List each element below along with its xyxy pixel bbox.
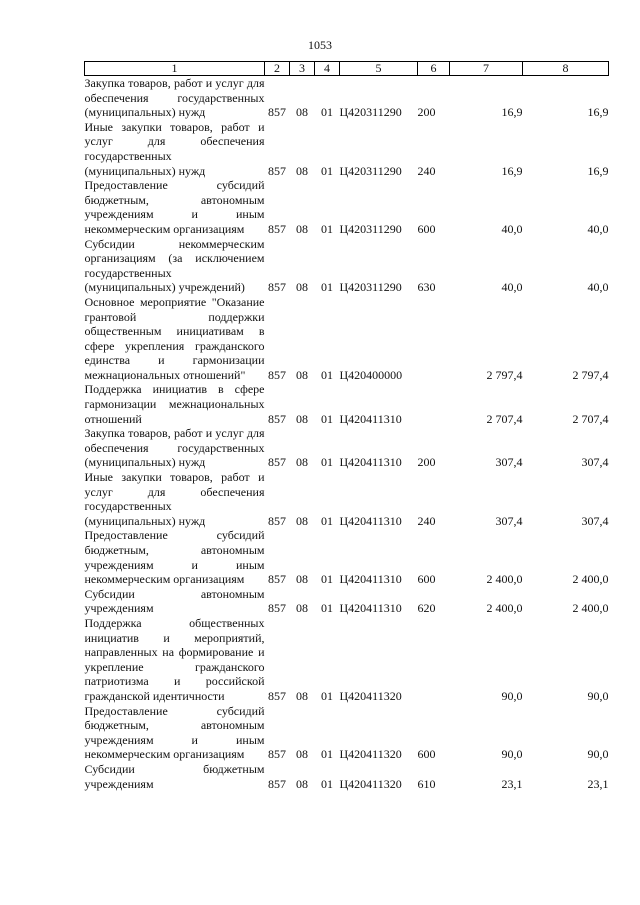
row-amount-1: 2 707,4 xyxy=(486,411,523,426)
header-col-2: 2 xyxy=(265,62,290,76)
row-name: Предоставление субсидий бюджетным, автономным учреждениям и иным некоммерческим организациям xyxy=(84,703,265,762)
row-subsection: 01 xyxy=(321,221,333,236)
row-subsection: 01 xyxy=(321,572,333,587)
row-name: Субсидии бюджетным учреждениям xyxy=(84,761,265,791)
table-row xyxy=(85,587,609,616)
header-col-6: 6 xyxy=(418,62,450,76)
row-department: 857 xyxy=(268,776,286,791)
table-row xyxy=(85,762,609,791)
row-section: 08 xyxy=(296,163,308,178)
row-target-article: Ц420311290 xyxy=(339,221,402,236)
table-row xyxy=(85,76,609,120)
row-target-article: Ц420411310 xyxy=(339,572,402,587)
row-name: Поддержка общественных инициатив и мероприятий, направленных на формирование и укрепление гражданского патриотизма и российской гражданской идентичности xyxy=(84,615,265,703)
row-target-article: Ц420311290 xyxy=(339,163,402,178)
row-name: Закупка товаров, работ и услуг для обеспечения государственных (муниципальных) нужд xyxy=(84,76,265,120)
row-department: 857 xyxy=(268,163,286,178)
row-section: 08 xyxy=(296,601,308,616)
row-expense-type: 600 xyxy=(417,747,436,762)
header-col-5: 5 xyxy=(340,62,418,76)
row-name: Предоставление субсидий бюджетным, автономным учреждениям и иным некоммерческим организациям xyxy=(84,528,265,587)
row-expense-type: 200 xyxy=(417,105,436,120)
row-expense-type: 630 xyxy=(417,280,436,295)
row-amount-2: 23,1 xyxy=(587,776,609,791)
table-row xyxy=(85,528,609,586)
row-section: 08 xyxy=(296,776,308,791)
row-target-article: Ц420411320 xyxy=(339,688,402,703)
row-department: 857 xyxy=(268,688,286,703)
row-target-article: Ц420411310 xyxy=(339,601,402,616)
row-expense-type xyxy=(418,616,450,704)
row-section: 08 xyxy=(296,513,308,528)
row-amount-2: 307,4 xyxy=(581,513,609,528)
header-col-7: 7 xyxy=(450,62,523,76)
row-subsection: 01 xyxy=(321,411,333,426)
row-section: 08 xyxy=(296,747,308,762)
row-subsection: 01 xyxy=(321,280,333,295)
row-department: 857 xyxy=(268,280,286,295)
row-name: Субсидии некоммерческим организациям (за исключением государственных (муниципальных) учреждений) xyxy=(84,236,265,295)
row-subsection: 01 xyxy=(321,455,333,470)
row-amount-2: 90,0 xyxy=(587,688,609,703)
row-target-article: Ц420411310 xyxy=(339,455,402,470)
row-amount-1: 40,0 xyxy=(501,221,523,236)
row-target-article: Ц420311290 xyxy=(339,105,402,120)
row-subsection: 01 xyxy=(321,367,333,382)
page-number: 1053 xyxy=(308,38,332,52)
row-section: 08 xyxy=(296,105,308,120)
row-target-article: Ц420311290 xyxy=(339,280,402,295)
row-amount-2: 2 400,0 xyxy=(572,601,609,616)
header-col-4: 4 xyxy=(315,62,340,76)
table-row xyxy=(85,426,609,470)
row-expense-type xyxy=(418,382,450,426)
row-amount-1: 307,4 xyxy=(495,455,523,470)
row-department: 857 xyxy=(268,105,286,120)
row-name: Основное мероприятие "Оказание грантовой поддержки общественным инициативам в сфере укрепления гражданского единства и гармонизации межнациональных отношений" xyxy=(84,294,265,382)
header-col-3: 3 xyxy=(290,62,315,76)
row-target-article: Ц420400000 xyxy=(339,367,403,382)
row-subsection: 01 xyxy=(321,688,333,703)
table-row xyxy=(85,295,609,383)
row-amount-2: 2 707,4 xyxy=(572,411,609,426)
row-name: Иные закупки товаров, работ и услуг для обеспечения государственных (муниципальных) нужд xyxy=(84,470,265,528)
row-amount-1: 90,0 xyxy=(501,747,523,762)
row-amount-1: 16,9 xyxy=(501,105,523,120)
row-name: Поддержка инициатив в сфере гармонизации межнациональных отношений xyxy=(84,382,265,426)
row-amount-2: 90,0 xyxy=(587,747,609,762)
row-amount-1: 40,0 xyxy=(501,280,523,295)
row-amount-1: 2 400,0 xyxy=(486,572,523,587)
row-expense-type: 610 xyxy=(417,776,436,791)
row-amount-1: 2 400,0 xyxy=(486,601,523,616)
row-subsection: 01 xyxy=(321,747,333,762)
row-subsection: 01 xyxy=(321,105,333,120)
row-expense-type: 240 xyxy=(417,163,436,178)
header-col-1: 1 xyxy=(85,62,265,76)
row-department: 857 xyxy=(268,601,286,616)
row-department: 857 xyxy=(268,367,286,382)
row-target-article: Ц420411320 xyxy=(339,776,402,791)
table-row xyxy=(85,237,609,295)
row-amount-2: 16,9 xyxy=(587,163,609,178)
row-amount-1: 2 797,4 xyxy=(486,367,523,382)
row-amount-2: 40,0 xyxy=(587,221,609,236)
row-department: 857 xyxy=(268,455,286,470)
row-section: 08 xyxy=(296,280,308,295)
row-amount-1: 90,0 xyxy=(501,688,523,703)
row-subsection: 01 xyxy=(321,601,333,616)
row-expense-type: 240 xyxy=(417,513,436,528)
row-department: 857 xyxy=(268,513,286,528)
row-expense-type: 200 xyxy=(417,455,436,470)
row-department: 857 xyxy=(268,572,286,587)
row-department: 857 xyxy=(268,221,286,236)
row-section: 08 xyxy=(296,572,308,587)
row-target-article: Ц420411320 xyxy=(339,747,402,762)
row-name: Закупка товаров, работ и услуг для обеспечения государственных (муниципальных) нужд xyxy=(84,426,265,470)
table-header-row xyxy=(85,62,609,76)
row-section: 08 xyxy=(296,455,308,470)
table-row xyxy=(85,178,609,236)
table-row xyxy=(85,120,609,178)
row-subsection: 01 xyxy=(321,513,333,528)
row-amount-1: 23,1 xyxy=(501,776,523,791)
row-target-article: Ц420411310 xyxy=(339,411,402,426)
row-name: Предоставление субсидий бюджетным, автономным учреждениям и иным некоммерческим организациям xyxy=(84,178,265,236)
row-name: Иные закупки товаров, работ и услуг для обеспечения государственных (муниципальных) нужд xyxy=(84,119,265,178)
table-row xyxy=(85,704,609,762)
row-expense-type xyxy=(418,295,450,383)
row-expense-type: 600 xyxy=(417,221,436,236)
row-amount-1: 307,4 xyxy=(495,513,523,528)
row-subsection: 01 xyxy=(321,163,333,178)
row-section: 08 xyxy=(296,367,308,382)
row-section: 08 xyxy=(296,688,308,703)
row-subsection: 01 xyxy=(321,776,333,791)
row-amount-2: 307,4 xyxy=(581,455,609,470)
row-department: 857 xyxy=(268,411,286,426)
row-department: 857 xyxy=(268,747,286,762)
row-section: 08 xyxy=(296,411,308,426)
row-amount-2: 40,0 xyxy=(587,280,609,295)
budget-table xyxy=(84,61,609,791)
row-amount-2: 16,9 xyxy=(587,105,609,120)
table-body xyxy=(85,76,609,792)
row-section: 08 xyxy=(296,221,308,236)
row-amount-1: 16,9 xyxy=(501,163,523,178)
row-expense-type: 600 xyxy=(417,572,436,587)
row-amount-2: 2 797,4 xyxy=(572,367,609,382)
header-col-8: 8 xyxy=(523,62,609,76)
table-row xyxy=(85,616,609,704)
row-name: Субсидии автономным учреждениям xyxy=(84,586,265,616)
row-expense-type: 620 xyxy=(417,601,436,616)
row-target-article: Ц420411310 xyxy=(339,513,402,528)
table-row xyxy=(85,382,609,426)
row-amount-2: 2 400,0 xyxy=(572,572,609,587)
table-row xyxy=(85,470,609,528)
